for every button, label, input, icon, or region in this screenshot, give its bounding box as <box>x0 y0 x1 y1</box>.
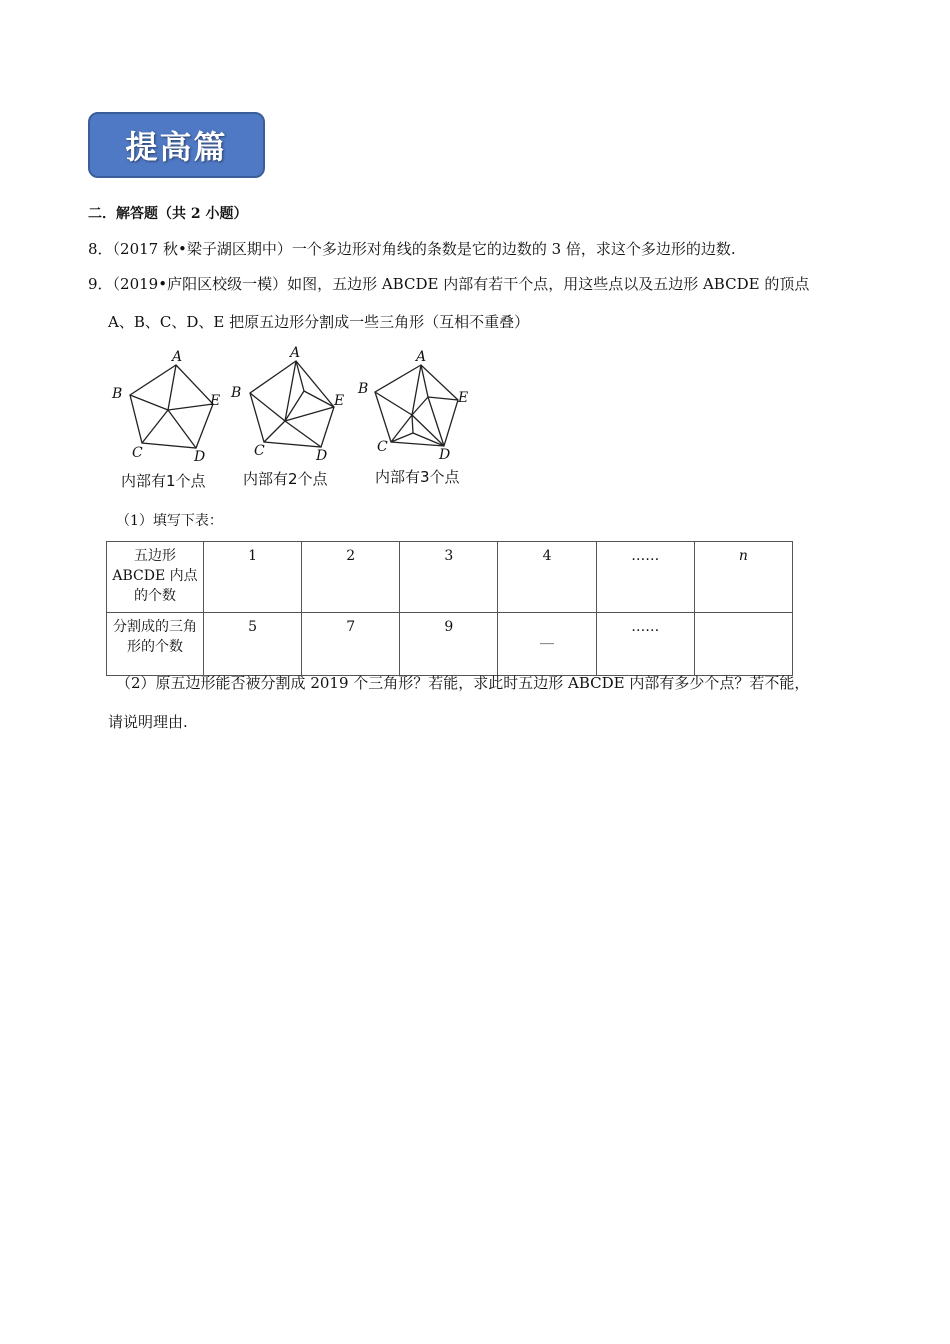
figure-1 <box>108 345 228 465</box>
figure-3-caption: 内部有3个点 <box>375 468 460 486</box>
table-blank-cell[interactable]: __ <box>498 613 596 676</box>
figure-1-caption: 内部有1个点 <box>121 472 206 490</box>
table-row <box>107 542 793 613</box>
vertex-label: B <box>358 381 369 397</box>
figure-3 <box>355 345 480 465</box>
table-cell <box>694 613 792 676</box>
vertex-label: A <box>172 349 183 365</box>
table-cell: 1 <box>204 542 302 613</box>
section-heading: 二．解答题（共 2 小题） <box>88 206 248 222</box>
section-banner <box>88 112 265 178</box>
vertex-label: A <box>416 349 427 365</box>
figure-2-caption: 内部有2个点 <box>243 470 328 488</box>
table-cell: 4 <box>498 542 596 613</box>
part-2-line1: （2）原五边形能否被分割成 2019 个三角形？若能，求此时五边形 ABCDE 内部有多少个点？若不能， <box>116 674 810 692</box>
vertex-label: C <box>377 439 388 455</box>
table-row-header: 分割成的三角形的个数 <box>107 613 204 676</box>
table-cell: 3 <box>400 542 498 613</box>
question-9-line1: 9．（2019•庐阳区校级一模）如图，五边形 ABCDE 内部有若干个点，用这些点以及五边形 ABCDE 的顶点 <box>88 275 810 293</box>
table-cell: …… <box>596 613 694 676</box>
table-row-header: 五边形 ABCDE 内点的个数 <box>107 542 204 613</box>
table-cell: 5 <box>204 613 302 676</box>
table-cell: 7 <box>302 613 400 676</box>
part-1-label: （1）填写下表： <box>116 513 223 529</box>
vertex-label: A <box>290 345 301 361</box>
answer-table <box>106 541 793 676</box>
vertex-label: D <box>194 449 206 465</box>
pentagon-diagram-1 <box>108 345 228 465</box>
question-9-line2: A、B、C、D、E 把原五边形分割成一些三角形（互相不重叠） <box>108 313 530 331</box>
table-row <box>107 613 793 676</box>
vertex-label: C <box>132 445 143 461</box>
vertex-label: D <box>316 448 328 463</box>
table-cell: n <box>694 542 792 613</box>
banner-title: 提高篇 <box>125 128 228 166</box>
vertex-label: E <box>334 393 345 409</box>
question-8: 8．（2017 秋•梁子湖区期中）一个多边形对角线的条数是它的边数的 3 倍，求这个多边形的边数. <box>88 240 736 258</box>
figure-2 <box>228 343 353 463</box>
vertex-label: D <box>439 447 451 463</box>
vertex-label: B <box>231 385 242 401</box>
vertex-label: C <box>254 443 265 459</box>
vertex-label: E <box>210 393 221 409</box>
table-cell: 9 <box>400 613 498 676</box>
vertex-label: B <box>112 386 123 402</box>
table-cell: 2 <box>302 542 400 613</box>
part-2-line2: 请说明理由. <box>108 713 188 731</box>
table-cell: …… <box>596 542 694 613</box>
pentagon-diagram-3 <box>355 345 480 465</box>
pentagon-diagram-2 <box>228 343 353 463</box>
vertex-label: E <box>458 390 469 406</box>
